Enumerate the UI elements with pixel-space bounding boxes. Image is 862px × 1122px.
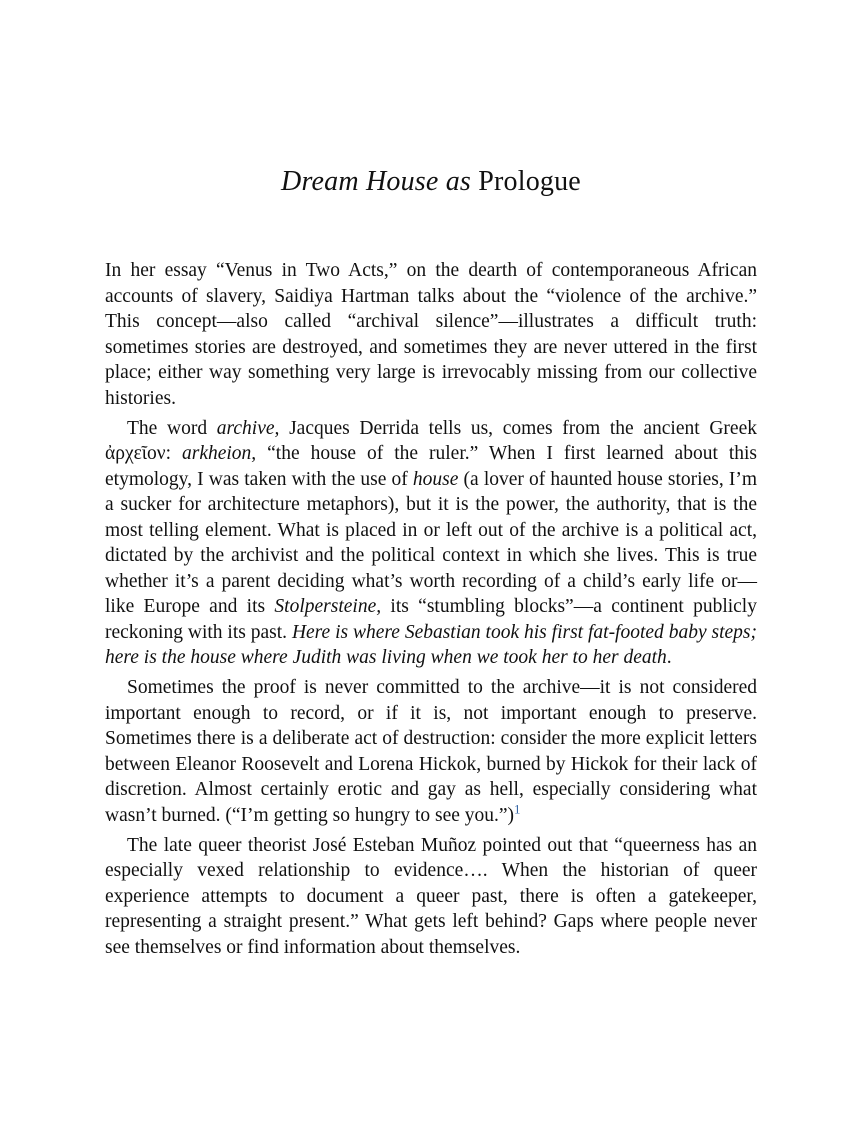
text-run: The late queer theorist José Esteban Muñoz pointed out that “queerness has an especially vexed relationship to evidence…. When the historian of queer experience attempts to document a queer past, there is often a gatekeeper, representing a straight present.” What gets left behind? Gaps where people never see themselves or find information about themselves. xyxy=(105,834,757,958)
chapter-body xyxy=(105,258,757,960)
text-run: Sometimes the proof is never committed to the archive—it is not considered important enough to record, or if it is, not important enough to preserve. Sometimes there is a deliberate act of destruction: consider the more explicit letters between Eleanor Roosevelt and Lorena Hickok, burned by Hickok for their lack of discretion. Almost certainly erotic and gay as hell, especially considering what wasn’t burned. (“I’m getting so hungry to see you.”) xyxy=(105,677,757,826)
text-run: its “stumbling blocks”—a continent publicly reckoning with its past. xyxy=(105,596,757,643)
paragraph xyxy=(105,416,757,671)
text-run: (a lover of haunted house stories, I’m a sucker for architecture metaphors), but it is the power, the authority, that is the most telling element. What is placed in or left out of the archive is a political act, dictated by the archivist and the political context in which she lives. This is true whether it’s a parent deciding what’s worth recording of a child’s early life or—like Europe and its xyxy=(105,468,757,618)
text-run: Jacques Derrida tells us, comes from the ancient Greek ἀρχεῖον: xyxy=(105,417,757,465)
paragraph xyxy=(105,833,757,961)
footnote-superscript xyxy=(514,801,521,816)
chapter-title xyxy=(105,166,757,198)
footnote-ref-link[interactable]: 1 xyxy=(514,801,521,817)
text-run: “the house of the ruler.” When I first learned about this etymology, I was taken with the use of xyxy=(105,443,757,490)
paragraph xyxy=(105,258,757,411)
italic-text-run: archive, xyxy=(216,417,280,439)
italic-text-run: Stolpersteine, xyxy=(274,596,382,618)
text-run: In her essay “Venus in Two Acts,” on the dearth of contemporaneous African accounts of slavery, Saidiya Hartman talks about the “violence of the archive.” This concept—also called “archival silence”—illustrates a difficult truth: sometimes stories are destroyed, and sometimes they are never uttered in the first place; either way something very large is irrevocably missing from our collective histories. xyxy=(105,260,757,409)
italic-text-run: house xyxy=(412,468,459,490)
chapter-title-regular-part: Prologue xyxy=(478,166,581,197)
text-run: . xyxy=(666,647,672,669)
text-run: The word xyxy=(127,417,217,439)
page-content xyxy=(105,0,757,960)
paragraph xyxy=(105,675,757,828)
chapter-title-italic-part: Dream House as xyxy=(281,166,472,197)
italic-text-run: Here is where Sebastian took his first fat-footed baby steps; here is the house where Judith was living when we took her to her death xyxy=(105,621,757,669)
italic-text-run: arkheion, xyxy=(181,443,257,465)
